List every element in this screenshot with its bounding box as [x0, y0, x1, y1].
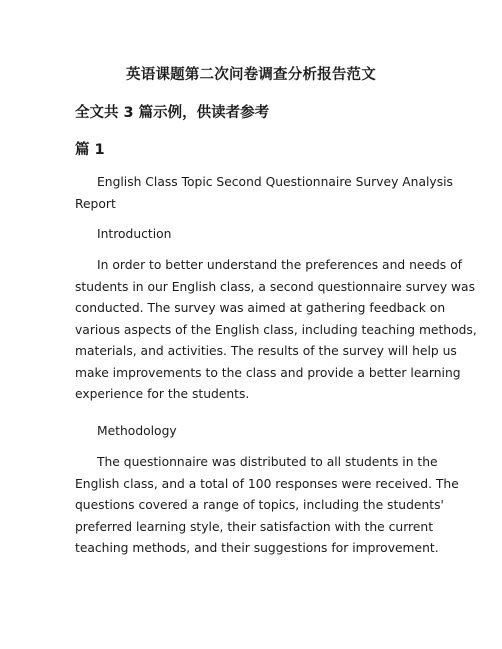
paragraph-line: questions covered a range of topics, including the students' [75, 498, 444, 512]
introduction-paragraph [75, 255, 477, 406]
paragraph-line: materials, and activities. The results of the survey will help us [75, 344, 457, 358]
paragraph-line: The questionnaire was distributed to all students in the [97, 455, 438, 469]
paragraph-line: various aspects of the English class, including teaching methods, [75, 322, 477, 337]
paragraph-line: students in our English class, a second questionnaire survey was [75, 279, 476, 294]
paragraph-line: In order to better understand the preferences and needs of [97, 258, 462, 272]
document-subtitle: 全文共 3 篇示例，供读者参考 [75, 105, 270, 121]
paragraph-line: preferred learning style, their satisfaction with the current [75, 519, 434, 534]
section-heading: 篇 1 [75, 142, 105, 158]
paragraph-line: English class, and a total of 100 responses were received. The [75, 476, 459, 491]
methodology-heading [75, 421, 435, 443]
report-title-line: English Class Topic Second Questionnaire Survey Analysis [97, 175, 453, 189]
report-title-line: Report [75, 196, 116, 211]
paragraph-line: make improvements to the class and provide a better learning [75, 365, 461, 380]
paragraph-line: conducted. The survey was aimed at gathering feedback on [75, 301, 446, 315]
paragraph-line: experience for the students. [75, 387, 250, 401]
introduction-heading [75, 224, 435, 246]
methodology-paragraph [75, 452, 459, 560]
methodology-heading-text: Methodology [97, 424, 177, 438]
paragraph-line: teaching methods, and their suggestions for improvement. [75, 541, 439, 555]
introduction-heading-text: Introduction [97, 227, 172, 241]
report-title [75, 172, 453, 215]
document-title: 英语课题第二次问卷调查分析报告范文 [126, 67, 376, 83]
